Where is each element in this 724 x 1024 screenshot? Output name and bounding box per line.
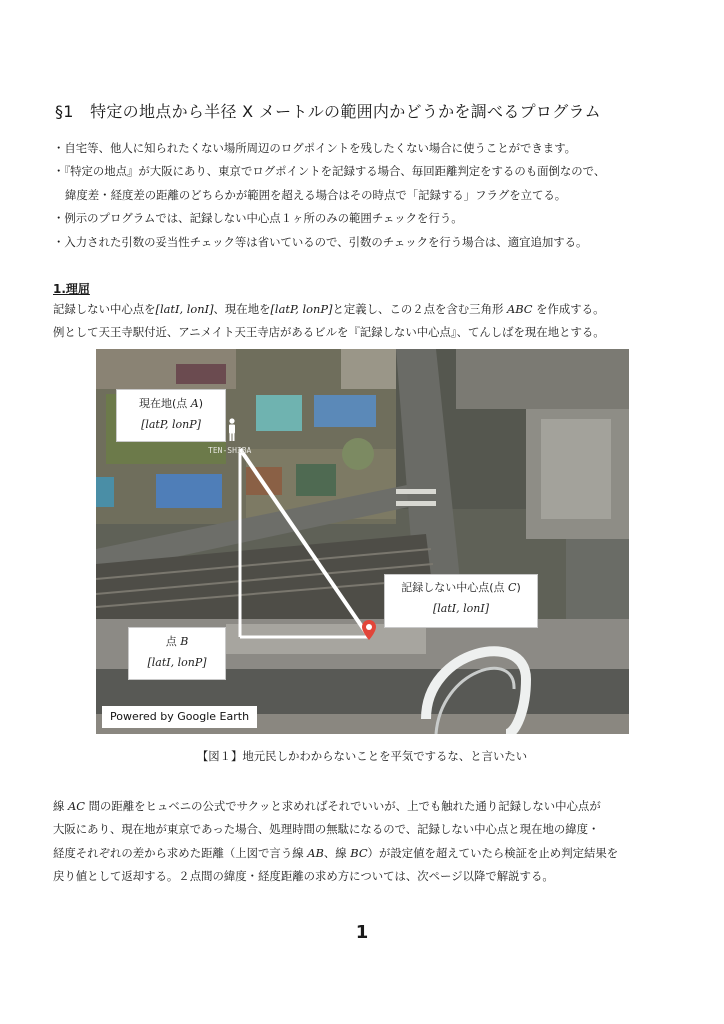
explanation-paragraph bbox=[53, 795, 693, 889]
label-point-a: 現在地(点 A) [latP, lonP] bbox=[116, 389, 226, 442]
paragraph-line: 戻り値として返却する。２点間の緯度・経度距離の求め方については、次ページ以降で解説する。 bbox=[53, 869, 554, 884]
bullet-item: ・『特定の地点』が大阪にあり、東京でログポイントを記録する場合、毎回距離判定をするのも面倒なので、 bbox=[53, 164, 606, 179]
paragraph-line: 例として天王寺駅付近、アニメイト天王寺店があるビルを『記録しない中心点』、てんしばを現在地とする。 bbox=[53, 325, 605, 340]
page-number: 1 bbox=[355, 922, 369, 943]
aerial-map-figure bbox=[96, 349, 629, 734]
map-sign-text: TEN-SHIBA bbox=[208, 446, 252, 455]
paragraph-line: 線 AC 間の距離をヒュベニの公式でサクッと求めればそれでいいが、上でも触れた通り記録しない中心点が bbox=[53, 799, 601, 813]
section-heading: 1.理屈 bbox=[53, 282, 90, 296]
bullet-item-continuation: 緯度差・経度差の距離のどちらかが範囲を超える場合はその時点で「記録する」フラグを立てる。 bbox=[65, 187, 567, 202]
paragraph-line: 経度それぞれの差から求めた距離（上図で言う線 AB、線 BC）が設定値を超えていたら検証を止め判定結果を bbox=[53, 845, 619, 860]
bullet-list bbox=[53, 137, 693, 254]
bullet-item: ・入力された引数の妥当性チェック等は省いているので、引数のチェックを行う場合は、適宜追加する。 bbox=[53, 234, 588, 249]
bullet-item: ・自宅等、他人に知られたくない場所周辺のログポイントを残したくない場合に使うことができます。 bbox=[53, 141, 577, 155]
label-point-c: 記録しない中心点(点 C) [latI, lonI] bbox=[384, 574, 538, 628]
bullet-item: ・例示のプログラムでは、記録しない中心点１ヶ所のみの範囲チェックを行う。 bbox=[53, 211, 463, 226]
paragraph-line: 大阪にあり、現在地が東京であった場合、処理時間の無駄になるので、記録しない中心点と現在地の緯度・ bbox=[53, 822, 600, 837]
map-pin-icon bbox=[362, 620, 376, 640]
figure-caption: 【図１】地元民しかわからないことを平気でするな、と言いたい bbox=[196, 749, 528, 763]
intro-paragraph bbox=[53, 298, 693, 345]
page-title: §1 特定の地点から半径 X メートルの範囲内かどうかを調べるプログラム bbox=[55, 102, 601, 121]
person-icon bbox=[226, 418, 238, 442]
label-point-b: 点 B [latI, lonP] bbox=[128, 627, 226, 680]
map-credit: Powered by Google Earth bbox=[102, 706, 257, 728]
paragraph-line: 記録しない中心点を[latI, lonI]、現在地を[latP, lonP]と定義し、この２点を含む三角形 ABC を作成する。 bbox=[53, 302, 605, 316]
